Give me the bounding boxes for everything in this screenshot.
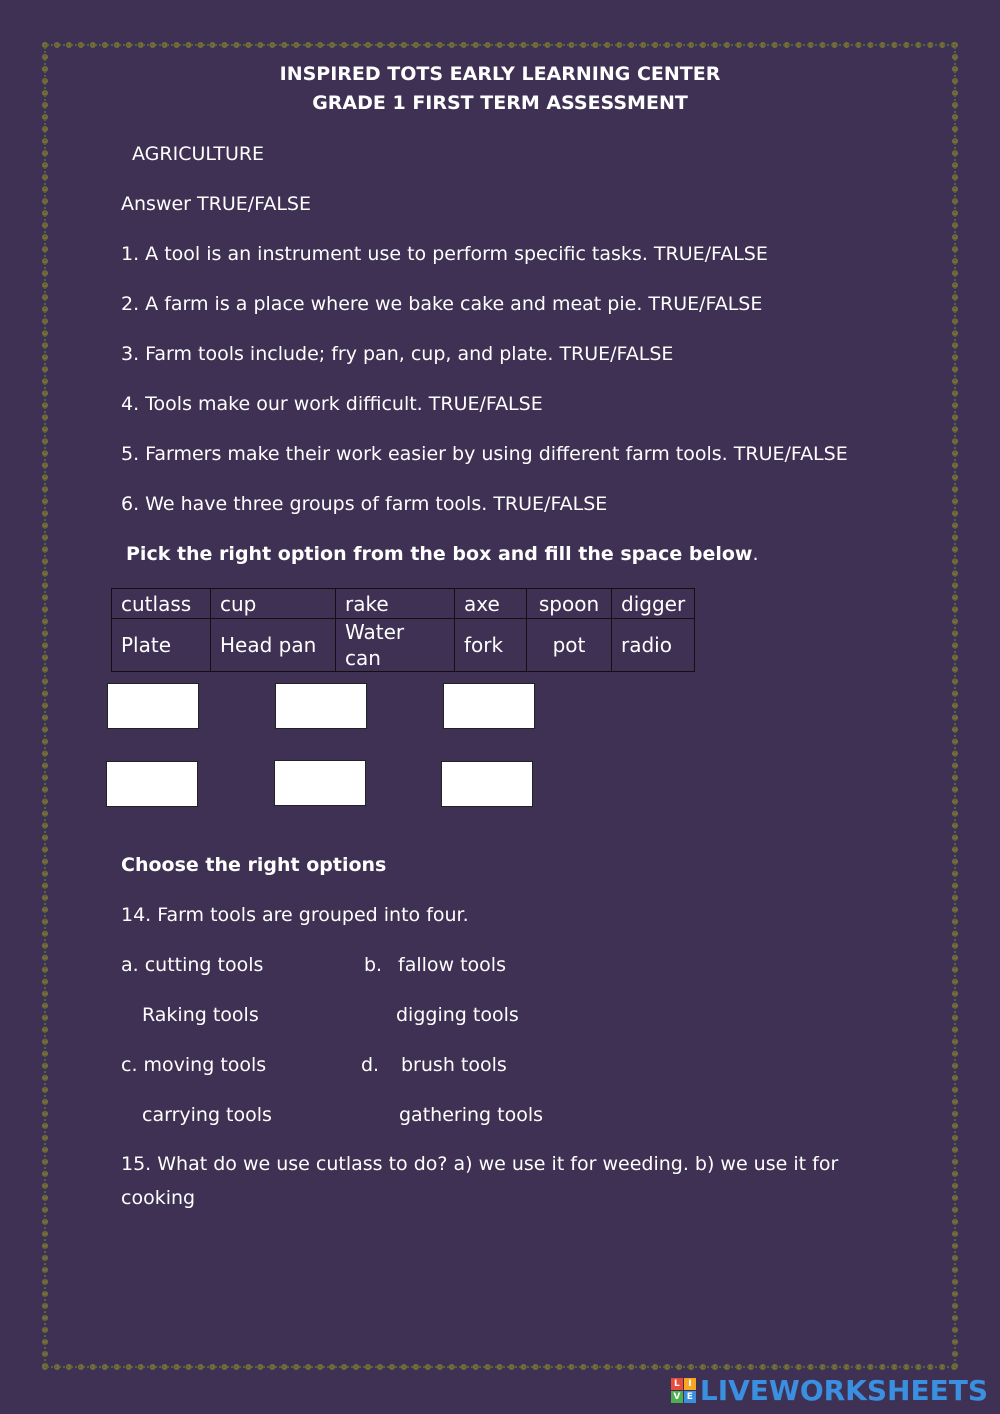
question-1: 1. A tool is an instrument use to perform specific tasks. TRUE/FALSE [121, 243, 768, 265]
answer-box-3[interactable] [443, 683, 535, 729]
pick-option-period: . [752, 543, 759, 565]
option-d-line1: brush tools [401, 1054, 507, 1076]
question-3: 3. Farm tools include; fry pan, cup, and plate. TRUE/FALSE [121, 343, 674, 365]
option-d-label: d. [361, 1054, 380, 1076]
option-c-line1: c. moving tools [121, 1054, 267, 1076]
table-cell: rake [336, 589, 455, 619]
logo-letter: V [671, 1391, 683, 1403]
table-cell: radio [612, 619, 695, 672]
option-b-label: b. [364, 954, 383, 976]
question-6: 6. We have three groups of farm tools. TRUE/FALSE [121, 493, 608, 515]
option-a-line2: Raking tools [142, 1004, 259, 1026]
table-cell: Plate [112, 619, 211, 672]
question-15-line1: 15. What do we use cutlass to do? a) we use it for weeding. b) we use it for [121, 1153, 839, 1175]
answer-box-4[interactable] [106, 761, 198, 807]
option-d-line2: gathering tools [399, 1104, 543, 1126]
question-2: 2. A farm is a place where we bake cake and meat pie. TRUE/FALSE [121, 293, 763, 315]
liveworksheets-watermark [671, 1374, 988, 1406]
table-cell: Head pan [211, 619, 336, 672]
option-c-line2: carrying tools [142, 1104, 272, 1126]
table-cell: digger [612, 589, 695, 619]
table-cell: cup [211, 589, 336, 619]
pick-option-text: Pick the right option from the box and fill the space below [126, 543, 753, 565]
table-cell: pot [527, 619, 612, 672]
choose-options-heading: Choose the right options [121, 854, 387, 876]
question-15-line2: cooking [121, 1187, 196, 1209]
school-name: INSPIRED TOTS EARLY LEARNING CENTER [279, 63, 721, 85]
table-cell: Water can [336, 619, 455, 672]
option-a-line1: a. cutting tools [121, 954, 264, 976]
table-cell: fork [455, 619, 527, 672]
table-cell: cutlass [112, 589, 211, 619]
assessment-title: GRADE 1 FIRST TERM ASSESSMENT [312, 92, 688, 114]
pick-option-instruction [126, 542, 759, 566]
logo-letter: I [684, 1378, 696, 1390]
table-cell: spoon [527, 589, 612, 619]
liveworksheets-logo-icon [671, 1378, 696, 1403]
true-false-instruction: Answer TRUE/FALSE [121, 193, 311, 215]
answer-box-6[interactable] [441, 761, 533, 807]
watermark-text: LIVEWORKSHEETS [699, 1373, 988, 1407]
subject-heading: AGRICULTURE [132, 143, 265, 165]
logo-letter: L [671, 1378, 683, 1390]
word-box-table [111, 588, 695, 672]
table-row [112, 619, 695, 672]
question-5: 5. Farmers make their work easier by using different farm tools. TRUE/FALSE [121, 443, 848, 465]
answer-box-1[interactable] [107, 683, 199, 729]
answer-box-2[interactable] [275, 683, 367, 729]
table-row [112, 589, 695, 619]
option-b-line1: fallow tools [398, 954, 506, 976]
question-4: 4. Tools make our work difficult. TRUE/FALSE [121, 393, 543, 415]
logo-letter: E [684, 1391, 696, 1403]
question-14: 14. Farm tools are grouped into four. [121, 904, 469, 926]
table-cell: axe [455, 589, 527, 619]
option-b-line2: digging tools [396, 1004, 519, 1026]
answer-box-5[interactable] [274, 760, 366, 806]
